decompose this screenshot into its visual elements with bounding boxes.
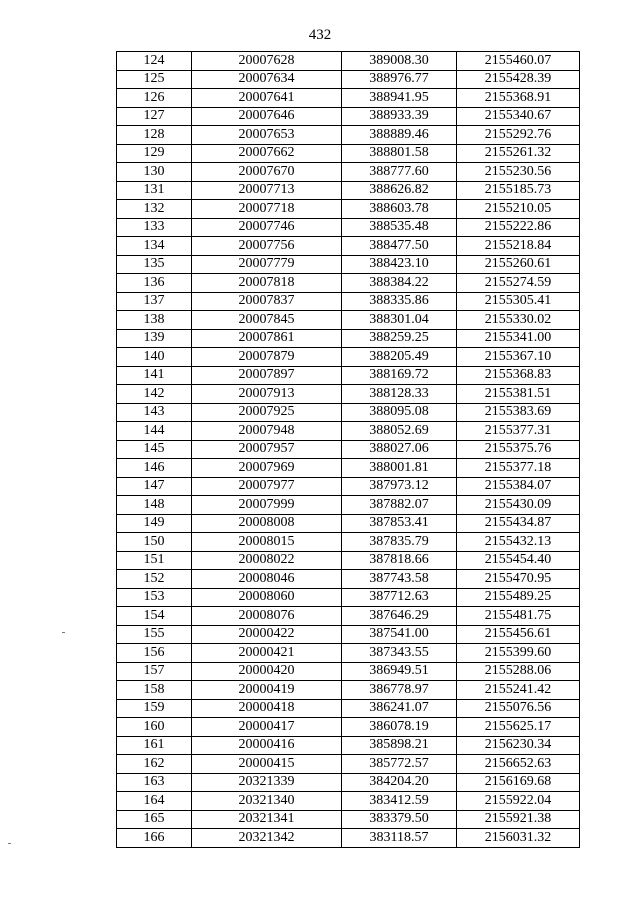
row-number-cell: 129 bbox=[117, 144, 192, 163]
point-id-cell: 20000419 bbox=[192, 681, 342, 700]
y-coordinate-cell: 2155430.09 bbox=[457, 496, 580, 515]
x-coordinate-cell: 388128.33 bbox=[342, 385, 457, 404]
y-coordinate-cell: 2155381.51 bbox=[457, 385, 580, 404]
x-coordinate-cell: 389008.30 bbox=[342, 52, 457, 71]
table-row bbox=[117, 200, 580, 219]
row-number-cell: 160 bbox=[117, 718, 192, 737]
y-coordinate-cell: 2155921.38 bbox=[457, 810, 580, 829]
point-id-cell: 20321340 bbox=[192, 792, 342, 811]
y-coordinate-cell: 2155383.69 bbox=[457, 403, 580, 422]
table-row bbox=[117, 385, 580, 404]
x-coordinate-cell: 387541.00 bbox=[342, 625, 457, 644]
point-id-cell: 20007756 bbox=[192, 237, 342, 256]
point-id-cell: 20008022 bbox=[192, 551, 342, 570]
x-coordinate-cell: 387835.79 bbox=[342, 533, 457, 552]
y-coordinate-cell: 2155305.41 bbox=[457, 292, 580, 311]
table-row bbox=[117, 699, 580, 718]
row-number-cell: 125 bbox=[117, 70, 192, 89]
point-id-cell: 20007861 bbox=[192, 329, 342, 348]
x-coordinate-cell: 388027.06 bbox=[342, 440, 457, 459]
point-id-cell: 20008060 bbox=[192, 588, 342, 607]
margin-mark bbox=[62, 632, 65, 633]
point-id-cell: 20007897 bbox=[192, 366, 342, 385]
table-row bbox=[117, 89, 580, 108]
x-coordinate-cell: 388777.60 bbox=[342, 163, 457, 182]
row-number-cell: 136 bbox=[117, 274, 192, 293]
table-row bbox=[117, 107, 580, 126]
x-coordinate-cell: 383412.59 bbox=[342, 792, 457, 811]
y-coordinate-cell: 2155625.17 bbox=[457, 718, 580, 737]
table-row bbox=[117, 792, 580, 811]
row-number-cell: 146 bbox=[117, 459, 192, 478]
table-row bbox=[117, 422, 580, 441]
y-coordinate-cell: 2155377.31 bbox=[457, 422, 580, 441]
x-coordinate-cell: 387743.58 bbox=[342, 570, 457, 589]
x-coordinate-cell: 386949.51 bbox=[342, 662, 457, 681]
point-id-cell: 20007713 bbox=[192, 181, 342, 200]
table-row bbox=[117, 181, 580, 200]
point-id-cell: 20008008 bbox=[192, 514, 342, 533]
row-number-cell: 162 bbox=[117, 755, 192, 774]
y-coordinate-cell: 2155274.59 bbox=[457, 274, 580, 293]
y-coordinate-cell: 2155330.02 bbox=[457, 311, 580, 330]
row-number-cell: 158 bbox=[117, 681, 192, 700]
y-coordinate-cell: 2155210.05 bbox=[457, 200, 580, 219]
point-id-cell: 20007969 bbox=[192, 459, 342, 478]
y-coordinate-cell: 2155222.86 bbox=[457, 218, 580, 237]
point-id-cell: 20000421 bbox=[192, 644, 342, 663]
point-id-cell: 20007670 bbox=[192, 163, 342, 182]
y-coordinate-cell: 2155288.06 bbox=[457, 662, 580, 681]
point-id-cell: 20007913 bbox=[192, 385, 342, 404]
table-row bbox=[117, 459, 580, 478]
table-row bbox=[117, 126, 580, 145]
row-number-cell: 138 bbox=[117, 311, 192, 330]
table-row bbox=[117, 718, 580, 737]
x-coordinate-cell: 387882.07 bbox=[342, 496, 457, 515]
table-body bbox=[117, 52, 580, 848]
point-id-cell: 20321339 bbox=[192, 773, 342, 792]
row-number-cell: 155 bbox=[117, 625, 192, 644]
row-number-cell: 127 bbox=[117, 107, 192, 126]
x-coordinate-cell: 388889.46 bbox=[342, 126, 457, 145]
x-coordinate-cell: 388001.81 bbox=[342, 459, 457, 478]
x-coordinate-cell: 388976.77 bbox=[342, 70, 457, 89]
y-coordinate-cell: 2155434.87 bbox=[457, 514, 580, 533]
row-number-cell: 166 bbox=[117, 829, 192, 848]
table-row bbox=[117, 274, 580, 293]
table-row bbox=[117, 366, 580, 385]
x-coordinate-cell: 388301.04 bbox=[342, 311, 457, 330]
table-row bbox=[117, 292, 580, 311]
row-number-cell: 143 bbox=[117, 403, 192, 422]
row-number-cell: 161 bbox=[117, 736, 192, 755]
y-coordinate-cell: 2155922.04 bbox=[457, 792, 580, 811]
x-coordinate-cell: 386078.19 bbox=[342, 718, 457, 737]
y-coordinate-cell: 2155432.13 bbox=[457, 533, 580, 552]
point-id-cell: 20008046 bbox=[192, 570, 342, 589]
y-coordinate-cell: 2155384.07 bbox=[457, 477, 580, 496]
x-coordinate-cell: 388335.86 bbox=[342, 292, 457, 311]
x-coordinate-cell: 388205.49 bbox=[342, 348, 457, 367]
table-row bbox=[117, 52, 580, 71]
point-id-cell: 20008076 bbox=[192, 607, 342, 626]
point-id-cell: 20000422 bbox=[192, 625, 342, 644]
y-coordinate-cell: 2155341.00 bbox=[457, 329, 580, 348]
row-number-cell: 152 bbox=[117, 570, 192, 589]
row-number-cell: 140 bbox=[117, 348, 192, 367]
table-row bbox=[117, 662, 580, 681]
x-coordinate-cell: 387712.63 bbox=[342, 588, 457, 607]
table-row bbox=[117, 237, 580, 256]
row-number-cell: 151 bbox=[117, 551, 192, 570]
point-id-cell: 20007957 bbox=[192, 440, 342, 459]
point-id-cell: 20000420 bbox=[192, 662, 342, 681]
row-number-cell: 149 bbox=[117, 514, 192, 533]
table-row bbox=[117, 773, 580, 792]
x-coordinate-cell: 388801.58 bbox=[342, 144, 457, 163]
row-number-cell: 139 bbox=[117, 329, 192, 348]
table-row bbox=[117, 588, 580, 607]
x-coordinate-cell: 387973.12 bbox=[342, 477, 457, 496]
table-row bbox=[117, 681, 580, 700]
table-row bbox=[117, 625, 580, 644]
row-number-cell: 145 bbox=[117, 440, 192, 459]
y-coordinate-cell: 2155340.67 bbox=[457, 107, 580, 126]
y-coordinate-cell: 2155230.56 bbox=[457, 163, 580, 182]
y-coordinate-cell: 2155292.76 bbox=[457, 126, 580, 145]
point-id-cell: 20007628 bbox=[192, 52, 342, 71]
x-coordinate-cell: 383118.57 bbox=[342, 829, 457, 848]
row-number-cell: 147 bbox=[117, 477, 192, 496]
table-row bbox=[117, 607, 580, 626]
point-id-cell: 20000418 bbox=[192, 699, 342, 718]
page-number: 432 bbox=[308, 27, 332, 43]
point-id-cell: 20007718 bbox=[192, 200, 342, 219]
point-id-cell: 20007653 bbox=[192, 126, 342, 145]
x-coordinate-cell: 388052.69 bbox=[342, 422, 457, 441]
table-row bbox=[117, 829, 580, 848]
row-number-cell: 159 bbox=[117, 699, 192, 718]
point-id-cell: 20007641 bbox=[192, 89, 342, 108]
point-id-cell: 20007845 bbox=[192, 311, 342, 330]
row-number-cell: 128 bbox=[117, 126, 192, 145]
row-number-cell: 165 bbox=[117, 810, 192, 829]
table-row bbox=[117, 644, 580, 663]
point-id-cell: 20007746 bbox=[192, 218, 342, 237]
y-coordinate-cell: 2155241.42 bbox=[457, 681, 580, 700]
y-coordinate-cell: 2155456.61 bbox=[457, 625, 580, 644]
x-coordinate-cell: 385772.57 bbox=[342, 755, 457, 774]
y-coordinate-cell: 2155185.73 bbox=[457, 181, 580, 200]
point-id-cell: 20000415 bbox=[192, 755, 342, 774]
table-row bbox=[117, 440, 580, 459]
row-number-cell: 141 bbox=[117, 366, 192, 385]
x-coordinate-cell: 388933.39 bbox=[342, 107, 457, 126]
y-coordinate-cell: 2155460.07 bbox=[457, 52, 580, 71]
table-row bbox=[117, 403, 580, 422]
row-number-cell: 154 bbox=[117, 607, 192, 626]
table-row bbox=[117, 736, 580, 755]
y-coordinate-cell: 2155368.83 bbox=[457, 366, 580, 385]
point-id-cell: 20008015 bbox=[192, 533, 342, 552]
point-id-cell: 20007662 bbox=[192, 144, 342, 163]
point-id-cell: 20000417 bbox=[192, 718, 342, 737]
row-number-cell: 132 bbox=[117, 200, 192, 219]
y-coordinate-cell: 2155377.18 bbox=[457, 459, 580, 478]
coordinates-table bbox=[116, 51, 580, 848]
x-coordinate-cell: 385898.21 bbox=[342, 736, 457, 755]
x-coordinate-cell: 386778.97 bbox=[342, 681, 457, 700]
table-row bbox=[117, 348, 580, 367]
row-number-cell: 135 bbox=[117, 255, 192, 274]
y-coordinate-cell: 2155367.10 bbox=[457, 348, 580, 367]
row-number-cell: 134 bbox=[117, 237, 192, 256]
x-coordinate-cell: 384204.20 bbox=[342, 773, 457, 792]
y-coordinate-cell: 2155489.25 bbox=[457, 588, 580, 607]
point-id-cell: 20007977 bbox=[192, 477, 342, 496]
row-number-cell: 137 bbox=[117, 292, 192, 311]
y-coordinate-cell: 2156169.68 bbox=[457, 773, 580, 792]
point-id-cell: 20007999 bbox=[192, 496, 342, 515]
x-coordinate-cell: 388423.10 bbox=[342, 255, 457, 274]
x-coordinate-cell: 388259.25 bbox=[342, 329, 457, 348]
point-id-cell: 20321342 bbox=[192, 829, 342, 848]
x-coordinate-cell: 387646.29 bbox=[342, 607, 457, 626]
table-row bbox=[117, 144, 580, 163]
x-coordinate-cell: 388384.22 bbox=[342, 274, 457, 293]
y-coordinate-cell: 2156031.32 bbox=[457, 829, 580, 848]
row-number-cell: 153 bbox=[117, 588, 192, 607]
x-coordinate-cell: 388169.72 bbox=[342, 366, 457, 385]
point-id-cell: 20321341 bbox=[192, 810, 342, 829]
point-id-cell: 20000416 bbox=[192, 736, 342, 755]
table-row bbox=[117, 70, 580, 89]
point-id-cell: 20007779 bbox=[192, 255, 342, 274]
y-coordinate-cell: 2155260.61 bbox=[457, 255, 580, 274]
row-number-cell: 156 bbox=[117, 644, 192, 663]
point-id-cell: 20007948 bbox=[192, 422, 342, 441]
row-number-cell: 126 bbox=[117, 89, 192, 108]
x-coordinate-cell: 388477.50 bbox=[342, 237, 457, 256]
table-row bbox=[117, 755, 580, 774]
y-coordinate-cell: 2155375.76 bbox=[457, 440, 580, 459]
x-coordinate-cell: 387853.41 bbox=[342, 514, 457, 533]
row-number-cell: 148 bbox=[117, 496, 192, 515]
y-coordinate-cell: 2155481.75 bbox=[457, 607, 580, 626]
y-coordinate-cell: 2155368.91 bbox=[457, 89, 580, 108]
y-coordinate-cell: 2155454.40 bbox=[457, 551, 580, 570]
y-coordinate-cell: 2155076.56 bbox=[457, 699, 580, 718]
point-id-cell: 20007925 bbox=[192, 403, 342, 422]
table-row bbox=[117, 311, 580, 330]
x-coordinate-cell: 388941.95 bbox=[342, 89, 457, 108]
x-coordinate-cell: 388626.82 bbox=[342, 181, 457, 200]
point-id-cell: 20007634 bbox=[192, 70, 342, 89]
y-coordinate-cell: 2155470.95 bbox=[457, 570, 580, 589]
row-number-cell: 131 bbox=[117, 181, 192, 200]
y-coordinate-cell: 2155261.32 bbox=[457, 144, 580, 163]
x-coordinate-cell: 387343.55 bbox=[342, 644, 457, 663]
row-number-cell: 142 bbox=[117, 385, 192, 404]
row-number-cell: 124 bbox=[117, 52, 192, 71]
y-coordinate-cell: 2156652.63 bbox=[457, 755, 580, 774]
x-coordinate-cell: 388095.08 bbox=[342, 403, 457, 422]
y-coordinate-cell: 2155399.60 bbox=[457, 644, 580, 663]
table-row bbox=[117, 514, 580, 533]
table-row bbox=[117, 533, 580, 552]
point-id-cell: 20007646 bbox=[192, 107, 342, 126]
margin-mark bbox=[8, 843, 11, 844]
table-row bbox=[117, 496, 580, 515]
point-id-cell: 20007818 bbox=[192, 274, 342, 293]
x-coordinate-cell: 388535.48 bbox=[342, 218, 457, 237]
row-number-cell: 133 bbox=[117, 218, 192, 237]
table-row bbox=[117, 255, 580, 274]
point-id-cell: 20007837 bbox=[192, 292, 342, 311]
row-number-cell: 164 bbox=[117, 792, 192, 811]
row-number-cell: 157 bbox=[117, 662, 192, 681]
point-id-cell: 20007879 bbox=[192, 348, 342, 367]
row-number-cell: 144 bbox=[117, 422, 192, 441]
table-row bbox=[117, 570, 580, 589]
y-coordinate-cell: 2155428.39 bbox=[457, 70, 580, 89]
x-coordinate-cell: 387818.66 bbox=[342, 551, 457, 570]
table-row bbox=[117, 218, 580, 237]
y-coordinate-cell: 2155218.84 bbox=[457, 237, 580, 256]
table-row bbox=[117, 163, 580, 182]
table-row bbox=[117, 810, 580, 829]
row-number-cell: 150 bbox=[117, 533, 192, 552]
row-number-cell: 130 bbox=[117, 163, 192, 182]
table-row bbox=[117, 329, 580, 348]
x-coordinate-cell: 388603.78 bbox=[342, 200, 457, 219]
x-coordinate-cell: 386241.07 bbox=[342, 699, 457, 718]
x-coordinate-cell: 383379.50 bbox=[342, 810, 457, 829]
table-row bbox=[117, 477, 580, 496]
table-row bbox=[117, 551, 580, 570]
row-number-cell: 163 bbox=[117, 773, 192, 792]
y-coordinate-cell: 2156230.34 bbox=[457, 736, 580, 755]
